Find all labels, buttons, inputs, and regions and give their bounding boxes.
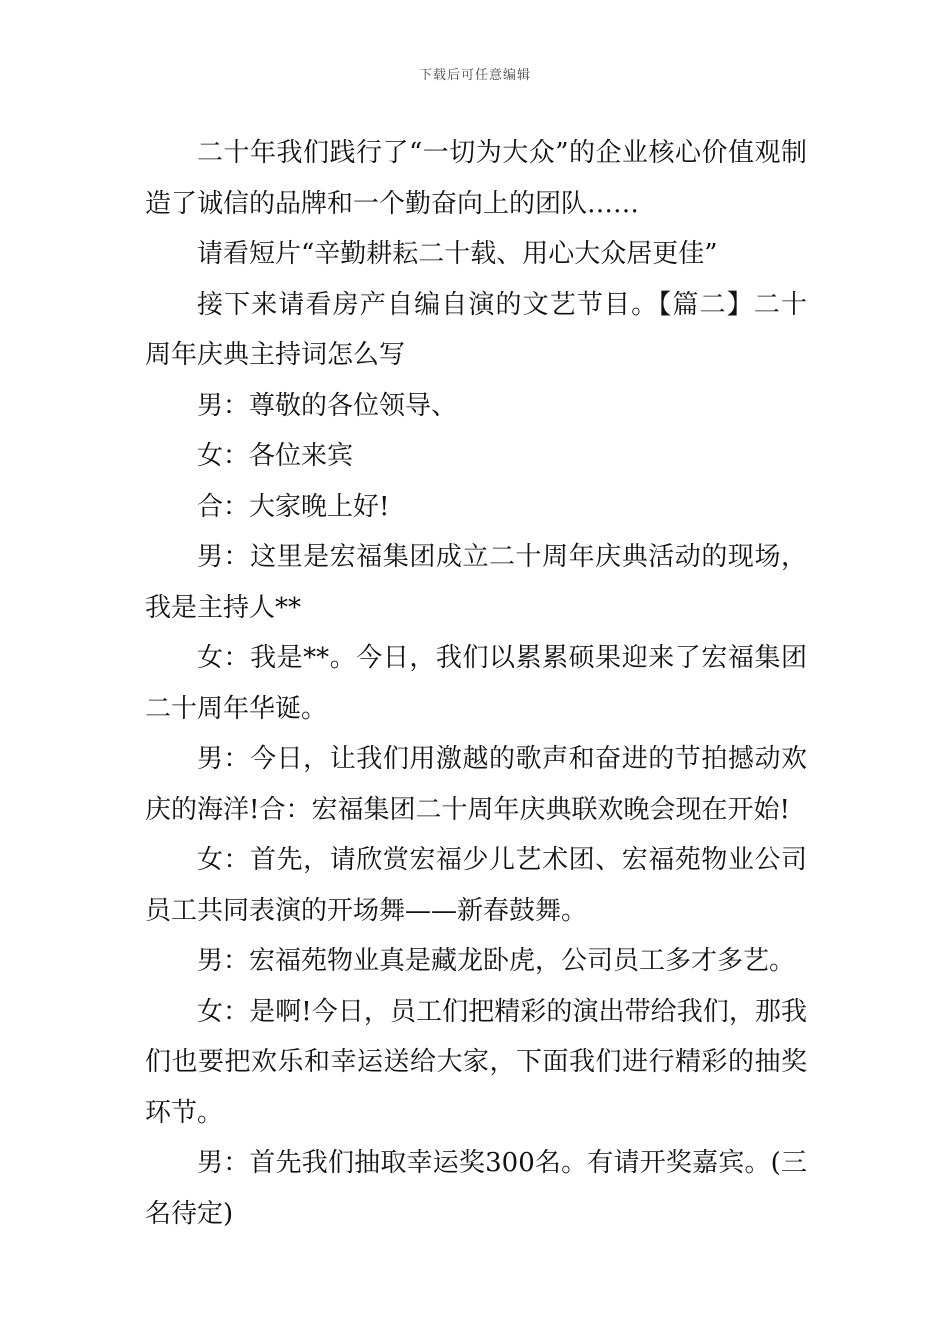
paragraph: 男：首先我们抽取幸运奖300名。有请开奖嘉宾。(三名待定) bbox=[145, 1148, 807, 1229]
document-body bbox=[145, 128, 807, 1239]
paragraph: 二十年我们践行了“一切为大众”的企业核心价值观制造了诚信的品牌和一个勤奋向上的团队…… bbox=[145, 138, 807, 219]
paragraph: 男：这里是宏福集团成立二十周年庆典活动的现场，我是主持人** bbox=[145, 542, 807, 623]
paragraph: 请看短片“辛勤耕耘二十载、用心大众居更佳” bbox=[197, 239, 718, 269]
paragraph: 男：尊敬的各位领导、 bbox=[197, 390, 458, 421]
paragraph: 女：是啊!今日，员工们把精彩的演出带给我们，那我们也要把欢乐和幸运送给大家，下面我们进行精彩的抽奖环节。 bbox=[145, 996, 807, 1128]
paragraph: 男：宏福苑物业真是藏龙卧虎，公司员工多才多艺。 bbox=[197, 946, 796, 976]
paragraph: 女：首先，请欣赏宏福少儿艺术团、宏福苑物业公司员工共同表演的开场舞——新春鼓舞。 bbox=[145, 845, 807, 926]
paragraph: 男：今日，让我们用激越的歌声和奋进的节拍撼动欢庆的海洋!合：宏福集团二十周年庆典联欢晚会现在开始! bbox=[145, 744, 807, 825]
page-header: 下载后可任意编辑 bbox=[418, 68, 531, 83]
paragraph: 接下来请看房产自编自演的文艺节目。【篇二】二十周年庆典主持词怎么写 bbox=[145, 289, 807, 370]
paragraph: 女：各位来宾 bbox=[197, 441, 354, 471]
paragraph: 女：我是**。今日，我们以累累硕果迎来了宏福集团二十周年华诞。 bbox=[145, 643, 807, 724]
paragraph: 合：大家晚上好! bbox=[197, 491, 390, 522]
